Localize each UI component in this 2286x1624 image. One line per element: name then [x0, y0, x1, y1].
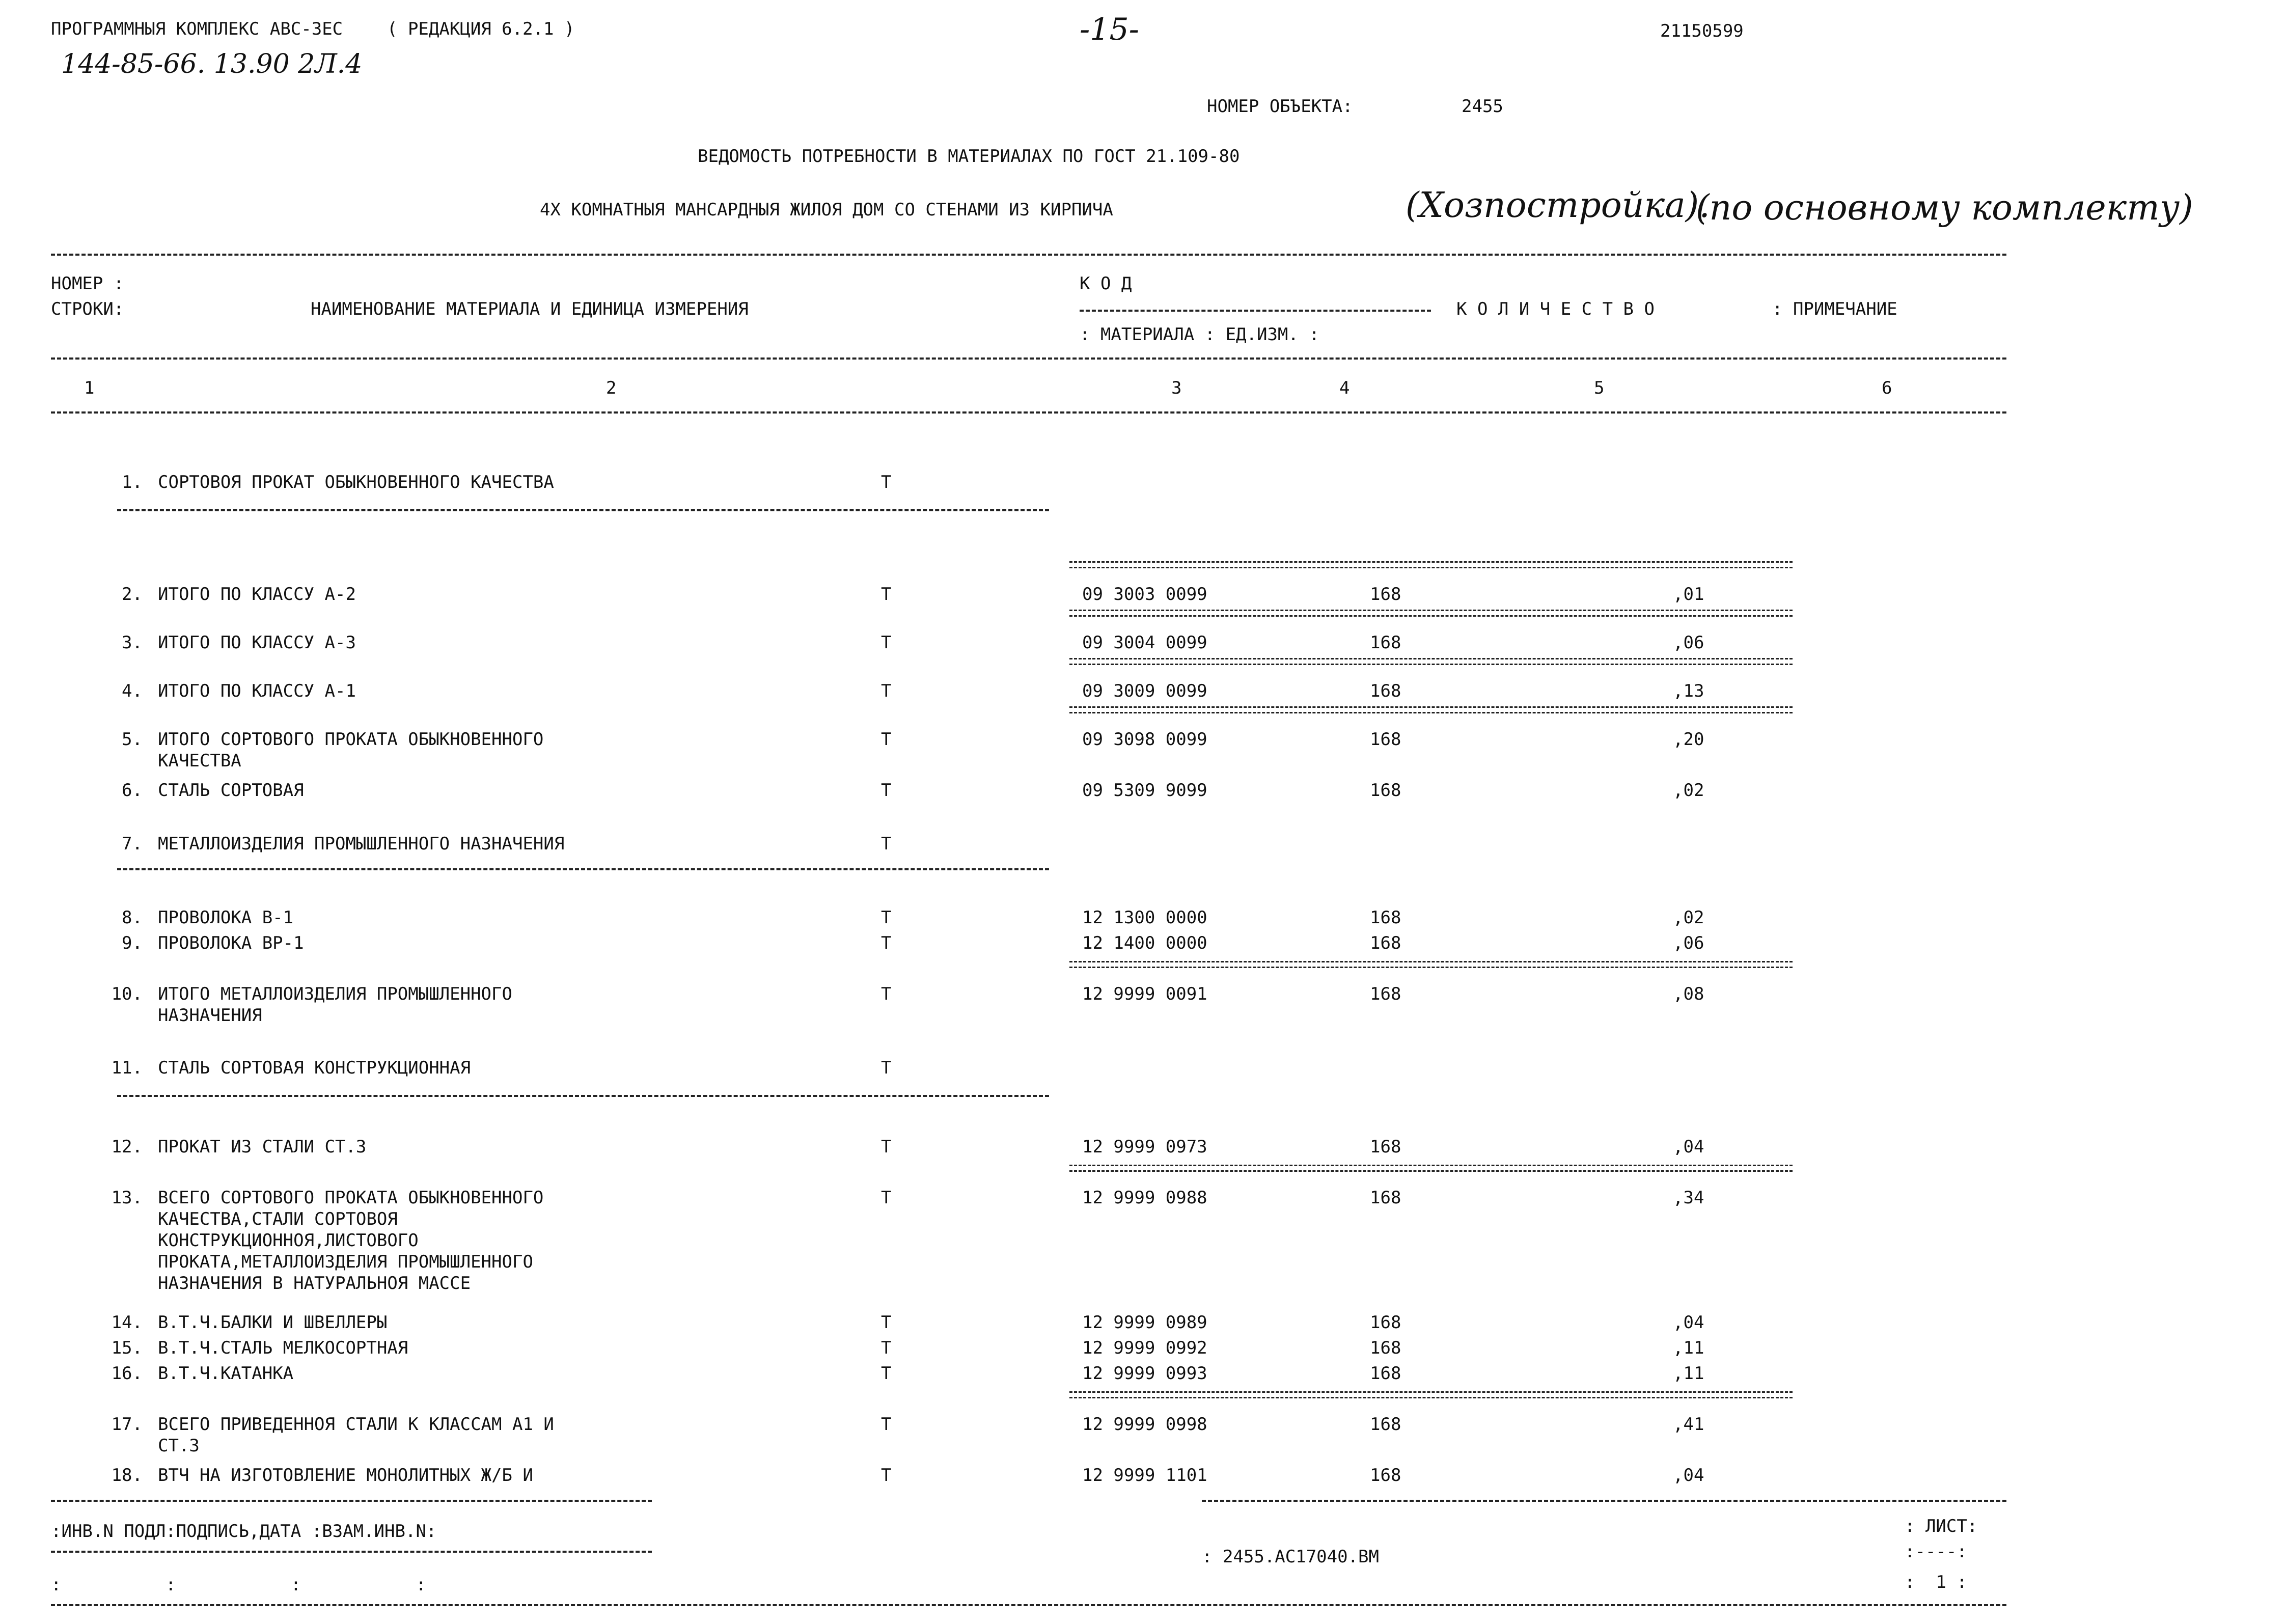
unit-code: 168 [1370, 984, 1401, 1004]
material-code: 09 3009 0099 [1082, 681, 1207, 701]
material-name-line: ИТОГО ПО КЛАССУ А-1 [158, 681, 356, 701]
page-number: -15- [1080, 12, 1139, 47]
quantity-value: ,08 [1673, 984, 1704, 1004]
unit-of-measure: Т [881, 1338, 892, 1358]
material-name-line: КОНСТРУКЦИОННОЯ,ЛИСТОВОГО [158, 1230, 419, 1251]
material-code: 09 3003 0099 [1082, 584, 1207, 604]
total-double-rule [1069, 706, 1793, 713]
row-number: 18. [111, 1465, 143, 1485]
row-number: 15. [111, 1338, 143, 1358]
material-name-line: СТАЛЬ СОРТОВАЯ КОНСТРУКЦИОННАЯ [158, 1058, 471, 1078]
unit-code: 168 [1370, 1188, 1401, 1208]
unit-of-measure: Т [881, 933, 892, 953]
total-double-rule [1069, 610, 1793, 617]
material-code: 09 3098 0099 [1082, 729, 1207, 750]
row-number: 7. [122, 834, 143, 854]
column-material-name: НАИМЕНОВАНИЕ МАТЕРИАЛА И ЕДИНИЦА ИЗМЕРЕНИЯ [311, 299, 749, 319]
material-name-line: ПРОВОЛОКА В-1 [158, 907, 294, 928]
quantity-value: ,04 [1673, 1465, 1704, 1485]
quantity-value: ,41 [1673, 1414, 1704, 1435]
row-number: 2. [122, 584, 143, 604]
quantity-value: ,11 [1673, 1338, 1704, 1358]
column-number-2: 2 [606, 378, 617, 398]
edition-label: ( РЕДАКЦИЯ 6.2.1 ) [387, 19, 575, 39]
unit-of-measure: Т [881, 907, 892, 928]
material-name-line: ИТОГО МЕТАЛЛОИЗДЕЛИЯ ПРОМЫШЛЕННОГО [158, 984, 512, 1004]
total-double-rule [1069, 1165, 1793, 1172]
unit-of-measure: Т [881, 681, 892, 701]
material-name-line: ВТЧ НА ИЗГОТОВЛЕНИЕ МОНОЛИТНЫХ Ж/Б И [158, 1465, 533, 1485]
material-name-line: В.Т.Ч.СТАЛЬ МЕЛКОСОРТНАЯ [158, 1338, 408, 1358]
unit-code: 168 [1370, 1465, 1401, 1485]
material-code: 12 9999 0973 [1082, 1137, 1207, 1157]
material-name-line: СОРТОВОЯ ПРОКАТ ОБЫКНОВЕННОГО КАЧЕСТВА [158, 472, 554, 492]
row-number: 6. [122, 780, 143, 801]
material-code: 12 1400 0000 [1082, 933, 1207, 953]
column-quantity: К О Л И Ч Е С Т В О [1456, 299, 1655, 319]
material-code: 12 9999 0992 [1082, 1338, 1207, 1358]
column-code: К О Д [1080, 273, 1132, 294]
sheet-separator: :----: [1905, 1542, 1967, 1562]
unit-code: 168 [1370, 1414, 1401, 1435]
row-number: 16. [111, 1363, 143, 1384]
numbers-bottom-rule [51, 411, 2006, 414]
total-double-rule [1069, 561, 1793, 568]
heading-underline [117, 868, 1049, 870]
quantity-value: ,06 [1673, 933, 1704, 953]
unit-of-measure: Т [881, 472, 892, 492]
unit-of-measure: Т [881, 780, 892, 801]
material-name-line: ПРОКАТА,МЕТАЛЛОИЗДЕЛИЯ ПРОМЫШЛЕННОГО [158, 1252, 533, 1272]
quantity-value: ,34 [1673, 1188, 1704, 1208]
unit-of-measure: Т [881, 984, 892, 1004]
unit-code: 168 [1370, 1137, 1401, 1157]
doc-ref-top-rule [1202, 1500, 2006, 1502]
handwritten-note-main-set: (по основному комплекту) [1696, 188, 2193, 228]
material-code: 12 9999 0993 [1082, 1363, 1207, 1384]
unit-of-measure: Т [881, 1465, 892, 1485]
total-double-rule [1069, 961, 1793, 968]
document-subtitle: 4Х КОМНАТНЫЯ МАНСАРДНЫЯ ЖИЛОЯ ДОМ СО СТЕНАМИ ИЗ КИРПИЧА [540, 200, 1113, 220]
row-number: 14. [111, 1312, 143, 1333]
row-number: 1. [122, 472, 143, 492]
table-top-rule [51, 254, 2006, 256]
unit-code: 168 [1370, 632, 1401, 653]
sheet-label: : ЛИСТ: [1905, 1516, 1978, 1536]
unit-of-measure: Т [881, 1363, 892, 1384]
unit-of-measure: Т [881, 1414, 892, 1435]
row-number: 12. [111, 1137, 143, 1157]
quantity-value: ,04 [1673, 1312, 1704, 1333]
material-name-line: МЕТАЛЛОИЗДЕЛИЯ ПРОМЫШЛЕННОГО НАЗНАЧЕНИЯ [158, 834, 565, 854]
unit-code: 168 [1370, 729, 1401, 750]
material-code: 12 9999 0989 [1082, 1312, 1207, 1333]
total-double-rule [1069, 1391, 1793, 1398]
unit-of-measure: Т [881, 1058, 892, 1078]
unit-code: 168 [1370, 933, 1401, 953]
object-label: НОМЕР ОБЪЕКТА: [1207, 96, 1353, 117]
unit-code: 168 [1370, 907, 1401, 928]
quantity-value: ,11 [1673, 1363, 1704, 1384]
stamp-header: :ИНВ.N ПОДЛ:ПОДПИСЬ,ДАТА :ВЗАМ.ИНВ.N: [51, 1521, 437, 1542]
row-number: 13. [111, 1188, 143, 1208]
row-number: 10. [111, 984, 143, 1004]
material-code: 09 5309 9099 [1082, 780, 1207, 801]
unit-code: 168 [1370, 780, 1401, 801]
material-name-line: ПРОВОЛОКА ВР-1 [158, 933, 304, 953]
material-name-line: КАЧЕСТВА [158, 751, 241, 771]
material-code: 12 9999 0998 [1082, 1414, 1207, 1435]
material-code: 12 9999 0988 [1082, 1188, 1207, 1208]
unit-of-measure: Т [881, 1188, 892, 1208]
material-name-line: ПРОКАТ ИЗ СТАЛИ СТ.3 [158, 1137, 367, 1157]
program-name: ПРОГРАММНЫЯ КОМПЛЕКС АВС-ЗЕС [51, 19, 343, 39]
column-number-3: 3 [1171, 378, 1182, 398]
material-name-line: НАЗНАЧЕНИЯ [158, 1005, 262, 1026]
quantity-value: ,06 [1673, 632, 1704, 653]
total-double-rule [1069, 658, 1793, 665]
material-name-line: ВСЕГО СОРТОВОГО ПРОКАТА ОБЫКНОВЕННОГО [158, 1188, 544, 1208]
row-number: 8. [122, 907, 143, 928]
column-note: : ПРИМЕЧАНИЕ [1772, 299, 1897, 319]
material-name-line: ИТОГО ПО КЛАССУ А-3 [158, 632, 356, 653]
quantity-value: ,02 [1673, 780, 1704, 801]
row-number: 5. [122, 729, 143, 750]
document-reference: : 2455.АС17040.ВМ [1202, 1547, 1379, 1567]
sheet-number: : 1 : [1905, 1572, 1967, 1592]
row-number: 4. [122, 681, 143, 701]
stamp-middle-rule [51, 1551, 652, 1553]
unit-code: 168 [1370, 584, 1401, 604]
material-code: 09 3004 0099 [1082, 632, 1207, 653]
material-name-line: КАЧЕСТВА,СТАЛИ СОРТОВОЯ [158, 1209, 398, 1229]
code-subheader-rule [1080, 310, 1431, 312]
row-number: 17. [111, 1414, 143, 1435]
material-name-line: СТАЛЬ СОРТОВАЯ [158, 780, 304, 801]
handwritten-code: 144-85-66. 13.90 2Л.4 [61, 49, 363, 79]
stamp-top-rule [51, 1500, 652, 1502]
document-title: ВЕДОМОСТЬ ПОТРЕБНОСТИ В МАТЕРИАЛАХ ПО ГОСТ 21.109-80 [698, 146, 1240, 167]
document-code: 21150599 [1660, 21, 1744, 41]
column-number-6: 6 [1882, 378, 1892, 398]
unit-code: 168 [1370, 1312, 1401, 1333]
unit-of-measure: Т [881, 1312, 892, 1333]
unit-of-measure: Т [881, 584, 892, 604]
column-row-number-2: СТРОКИ: [51, 299, 124, 319]
material-name-line: СТ.3 [158, 1436, 200, 1456]
material-name-line: НАЗНАЧЕНИЯ В НАТУРАЛЬНОЯ МАССЕ [158, 1273, 471, 1293]
header-bottom-rule [51, 357, 2006, 360]
unit-code: 168 [1370, 1338, 1401, 1358]
quantity-value: ,04 [1673, 1137, 1704, 1157]
material-name-line: ИТОГО ПО КЛАССУ А-2 [158, 584, 356, 604]
unit-of-measure: Т [881, 834, 892, 854]
unit-code: 168 [1370, 1363, 1401, 1384]
unit-code: 168 [1370, 681, 1401, 701]
unit-of-measure: Т [881, 1137, 892, 1157]
handwritten-note-outbuilding: (Хозпостройка). [1406, 185, 1710, 226]
column-code-subheaders: : МАТЕРИАЛА : ЕД.ИЗМ. : [1080, 324, 1319, 345]
heading-underline [117, 509, 1049, 511]
material-code: 12 9999 0091 [1082, 984, 1207, 1004]
material-name-line: В.Т.Ч.КАТАНКА [158, 1363, 294, 1384]
quantity-value: ,20 [1673, 729, 1704, 750]
unit-of-measure: Т [881, 729, 892, 750]
unit-of-measure: Т [881, 632, 892, 653]
quantity-value: ,02 [1673, 907, 1704, 928]
row-number: 9. [122, 933, 143, 953]
material-code: 12 1300 0000 [1082, 907, 1207, 928]
heading-underline [117, 1095, 1049, 1097]
quantity-value: ,13 [1673, 681, 1704, 701]
material-code: 12 9999 1101 [1082, 1465, 1207, 1485]
column-number-5: 5 [1594, 378, 1605, 398]
material-name-line: В.Т.Ч.БАЛКИ И ШВЕЛЛЕРЫ [158, 1312, 388, 1333]
material-name-line: ИТОГО СОРТОВОГО ПРОКАТА ОБЫКНОВЕННОГО [158, 729, 544, 750]
object-number: 2455 [1462, 96, 1503, 117]
column-number-4: 4 [1339, 378, 1350, 398]
page-bottom-rule [51, 1604, 2006, 1606]
column-number-1: 1 [84, 378, 95, 398]
column-row-number-1: НОМЕР : [51, 273, 124, 294]
material-name-line: ВСЕГО ПРИВЕДЕННОЯ СТАЛИ К КЛАССАМ А1 И [158, 1414, 554, 1435]
stamp-cells: : : : : [51, 1575, 426, 1595]
quantity-value: ,01 [1673, 584, 1704, 604]
row-number: 3. [122, 632, 143, 653]
row-number: 11. [111, 1058, 143, 1078]
